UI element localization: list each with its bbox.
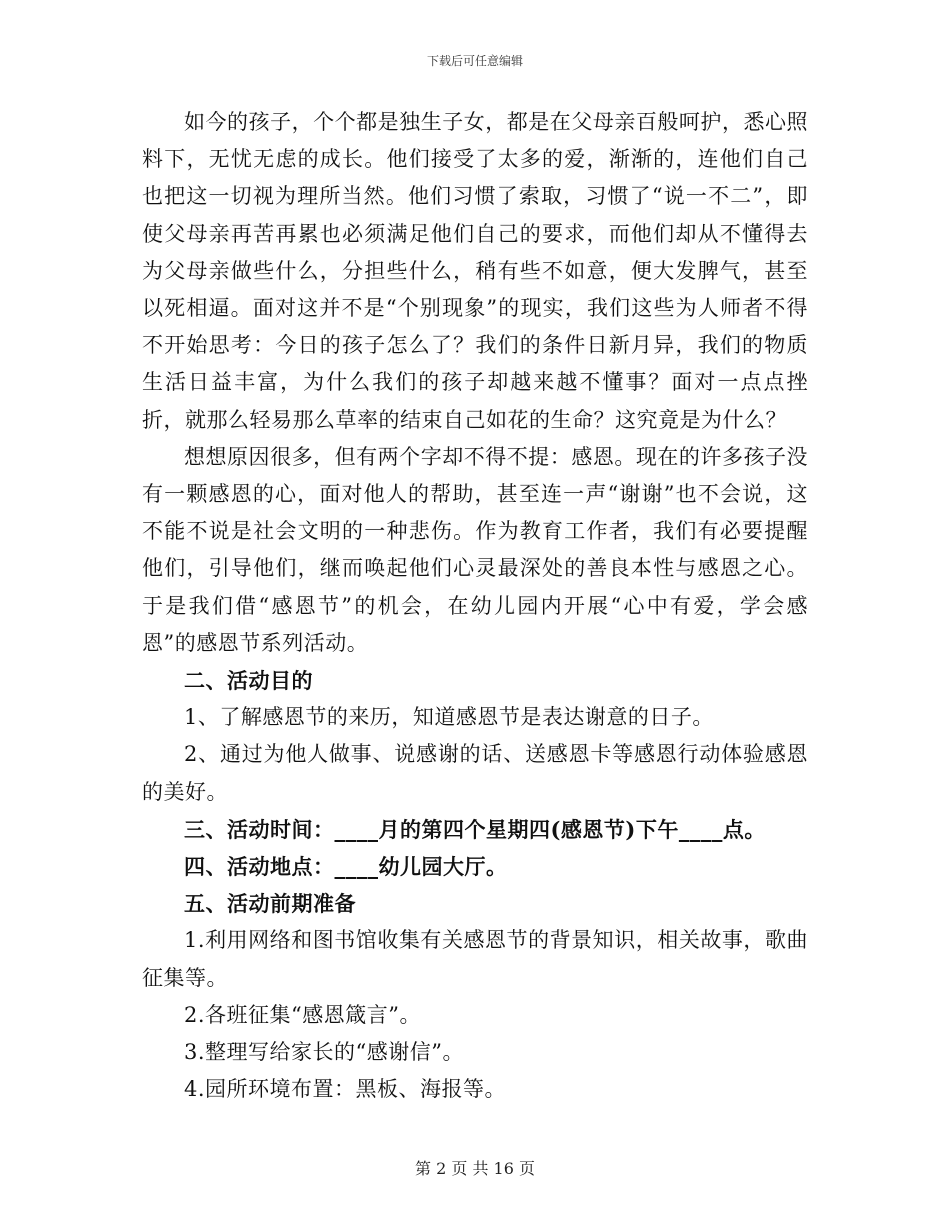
section-heading-activity-goal: 二、活动目的 <box>184 668 313 694</box>
paragraph-intro-1: 如今的孩子，个个都是独生子女，都是在父母亲百般呵护，悉心照料下，无忧无虑的成长。他们接受了太多的爱，渐渐的，连他们自己也把这一切视为理所当然。他们习惯了索取，习惯了“说一不二”，即使父母亲再苦再累也必须满足他们自己的要求，而他们却从不懂得去为父母亲做些什么，分担些什么，稍有些不如意，便大发脾气，甚至以死相逼。面对这并不是“个别现象”的现实，我们这些为人师者不得不开始思考：今日的孩子怎么了？我们的条件日新月异，我们的物质生活日益丰富，为什么我们的孩子却越来越不懂事？面对一点点挫折，就那么轻易那么草率的结束自己如花的生命？这究竟是为什么？ <box>142 110 808 432</box>
prep-item-3: 3.整理写给家长的“感谢信”。 <box>184 1040 465 1065</box>
section-heading-activity-time: 三、活动时间：____月的第四个星期四(感恩节)下午____点。 <box>184 816 766 842</box>
prep-item-1: 1.利用网络和图书馆收集有关感恩节的背景知识，相关故事，歌曲征集等。 <box>142 928 808 990</box>
goal-item-1: 1、了解感恩节的来历，知道感恩节是表达谢意的日子。 <box>184 705 714 730</box>
goal-item-2: 2、通过为他人做事、说感谢的话、送感恩卡等感恩行动体验感恩的美好。 <box>142 742 808 804</box>
page-footer: 第 2 页 共 16 页 <box>415 1159 535 1178</box>
section-heading-preparation: 五、活动前期准备 <box>184 891 356 917</box>
document-body <box>142 104 808 1108</box>
prep-item-4: 4.园所环境布置：黑板、海报等。 <box>184 1077 507 1102</box>
page-header: 下载后可任意编辑 <box>426 54 523 68</box>
paragraph-intro-2: 想想原因很多，但有两个字却不得不提：感恩。现在的许多孩子没有一颗感恩的心，面对他人的帮助，甚至连一声“谢谢”也不会说，这不能不说是社会文明的一种悲伤。作为教育工作者，我们有必要提醒他们，引导他们，继而唤起他们心灵最深处的善良本性与感恩之心。于是我们借“感恩节”的机会，在幼儿园内开展“心中有爱，学会感恩”的感恩节系列活动。 <box>142 444 808 655</box>
prep-item-2: 2.各班征集“感恩箴言”。 <box>184 1002 422 1027</box>
section-heading-activity-location: 四、活动地点：____幼儿园大厅。 <box>184 854 508 880</box>
